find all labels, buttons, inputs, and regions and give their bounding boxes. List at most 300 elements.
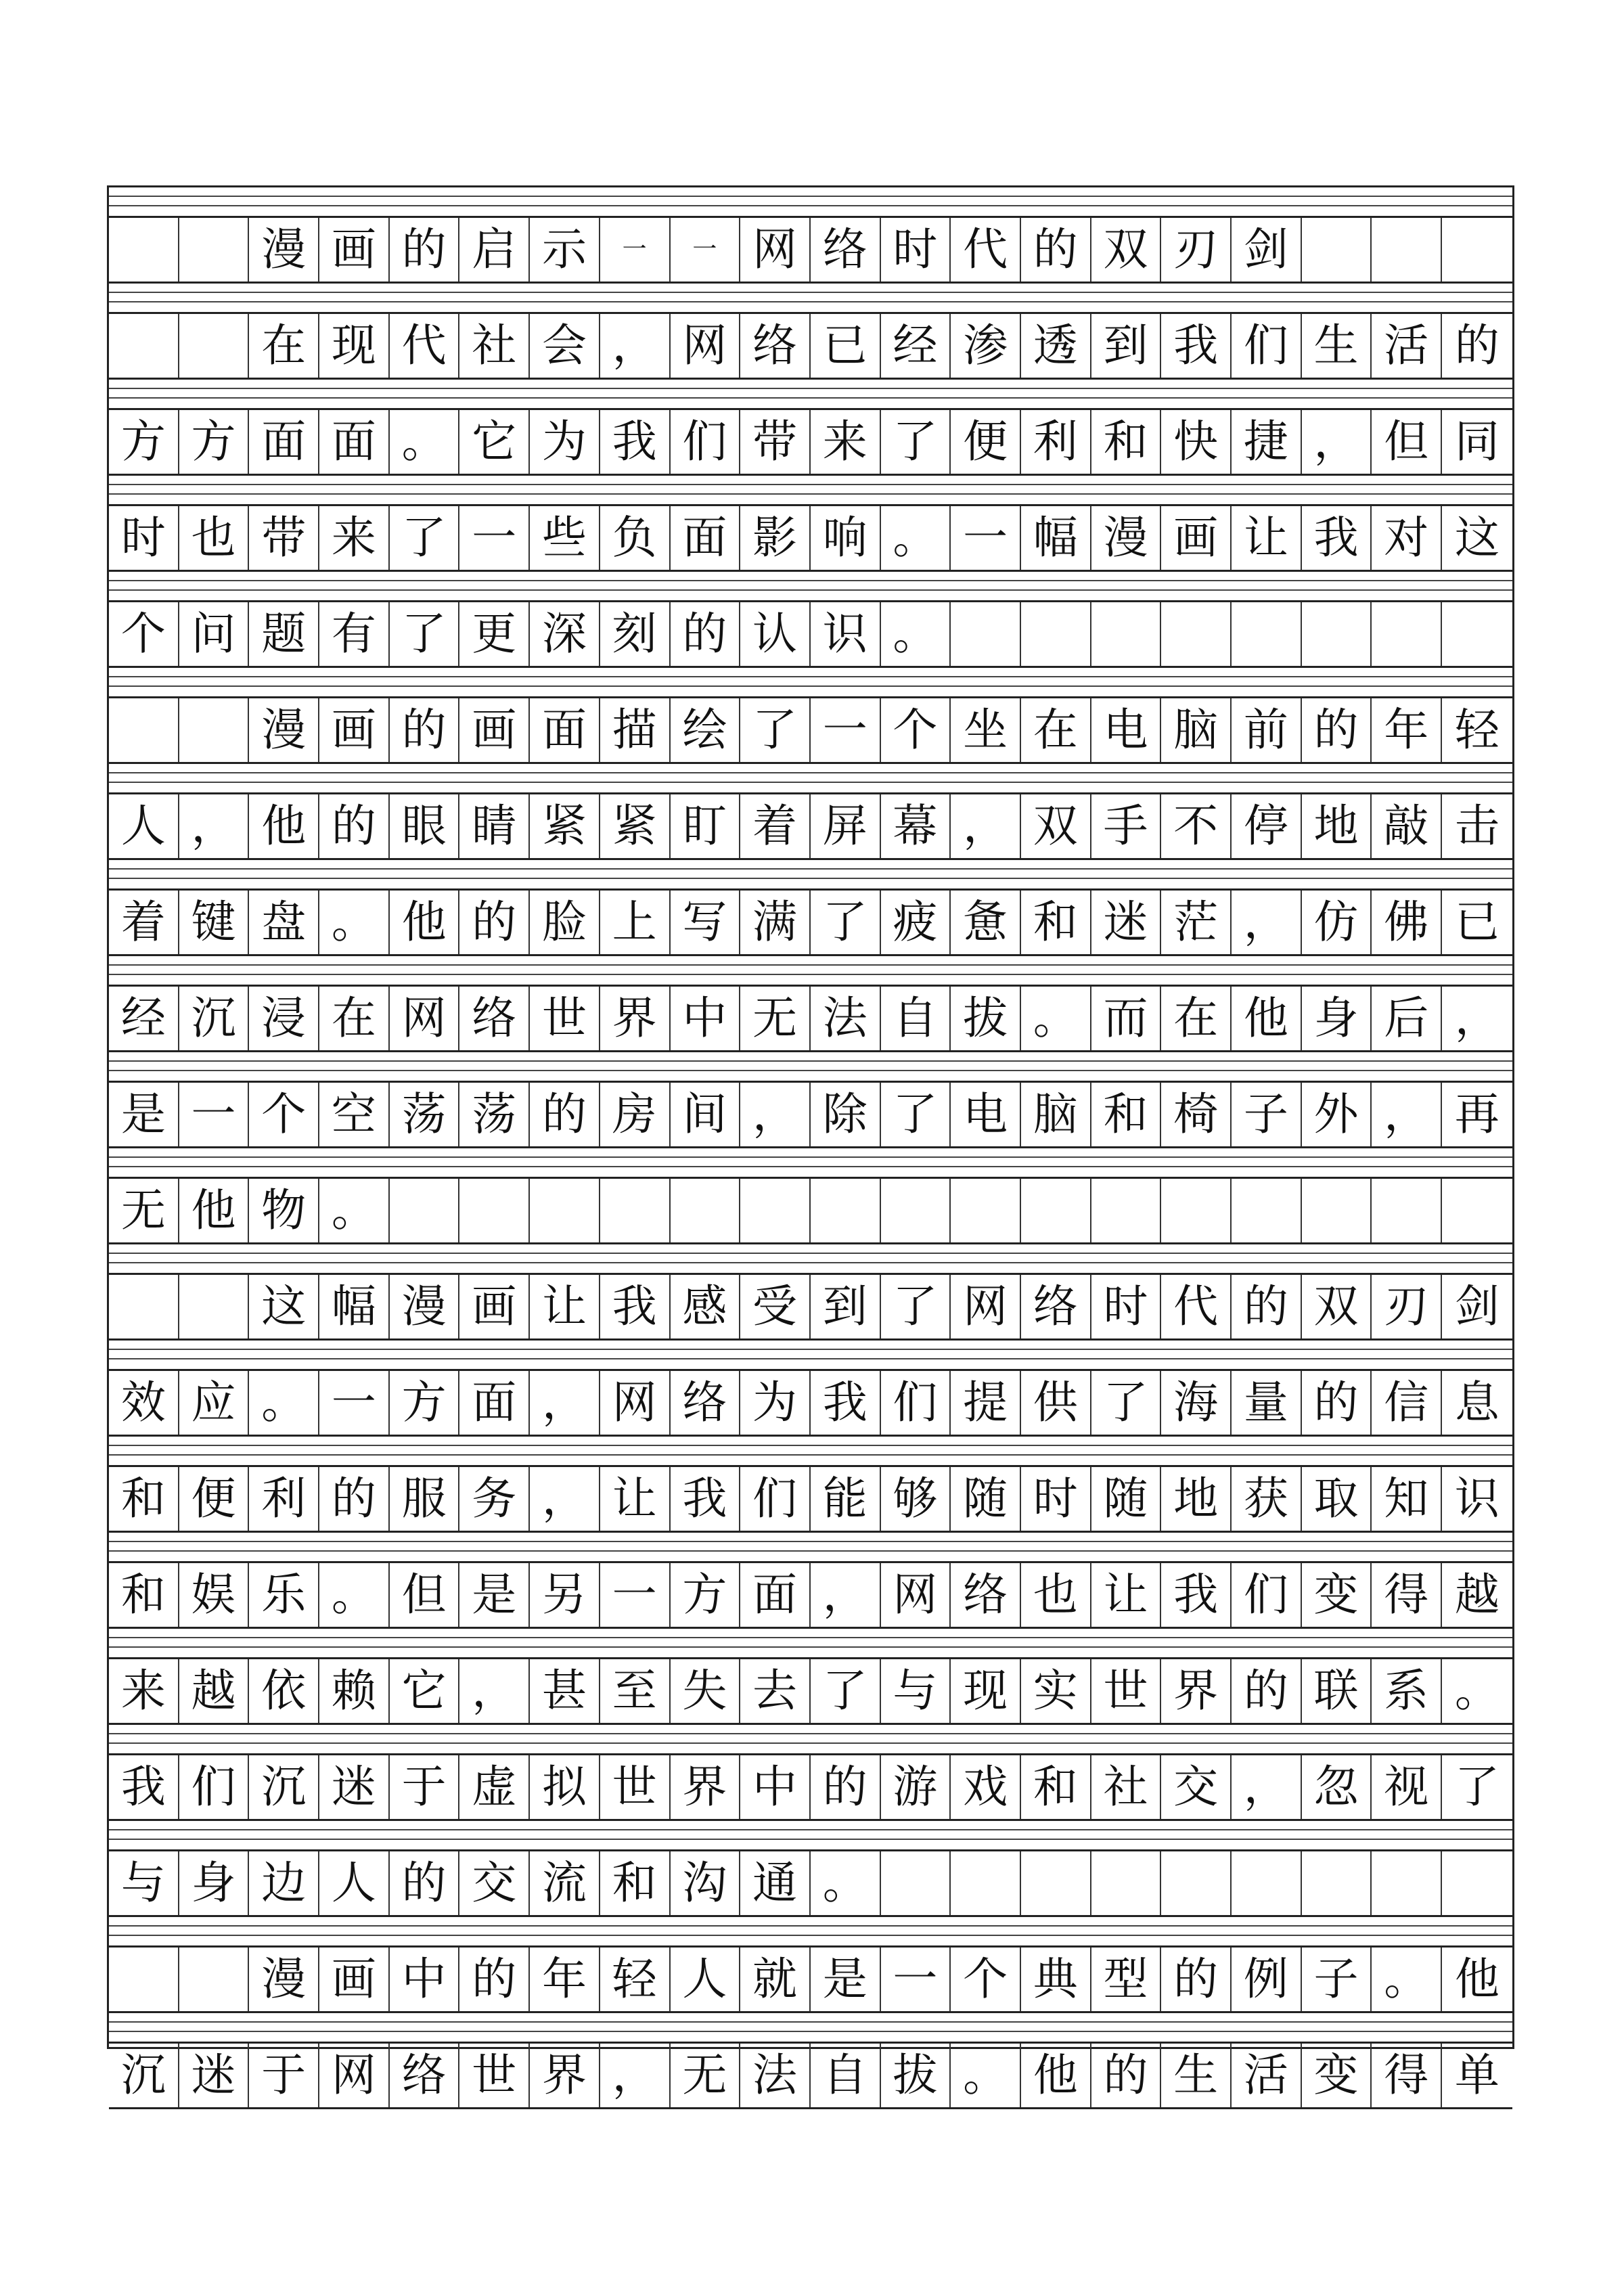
grid-cell: 的 [319, 794, 390, 858]
grid-cell: 带 [249, 506, 319, 570]
grid-cell: 画 [459, 1275, 530, 1338]
grid-cell: 剑 [1454, 1280, 1499, 1332]
row-gap [109, 1725, 1512, 1753]
grid-cell: 同 [1454, 415, 1499, 468]
grid-cell: 来 [319, 506, 390, 570]
grid-cell: 感 [671, 1275, 741, 1338]
row-gap [109, 284, 1512, 312]
manuscript-grid-paper [107, 185, 1514, 2101]
grid-cell: 坐 [951, 698, 1021, 762]
grid-cell: 。 [951, 2044, 1021, 2107]
grid-cell: 仿 [1302, 891, 1372, 954]
grid-cell: 他 [249, 794, 319, 858]
grid-cell: ， [951, 794, 1021, 858]
grid-cell: 响 [811, 506, 881, 570]
grid-cell: 空 [319, 1083, 390, 1146]
grid-cell: 电 [1091, 698, 1162, 762]
grid-cell: 识 [811, 602, 881, 666]
grid-cell: 沉 [179, 987, 250, 1050]
grid-cell: 在 [249, 314, 319, 378]
grid-cell: 这 [1454, 512, 1499, 564]
row-gap [109, 668, 1512, 696]
grid-cell: 得 [1372, 1563, 1442, 1627]
grid-cell: 是 [109, 1083, 179, 1146]
grid-cell: 子 [1232, 1083, 1302, 1146]
grid-cell: 依 [249, 1659, 319, 1723]
text-row [109, 1177, 1512, 1244]
grid-cell: 这 [249, 1275, 319, 1338]
grid-cell: 。 [881, 602, 951, 666]
grid-cell: 捷 [1232, 410, 1302, 474]
grid-cell [1372, 602, 1442, 666]
grid-cell: 他 [1232, 987, 1302, 1050]
grid-cell: 一 [671, 218, 741, 282]
grid-cell: 边 [249, 1851, 319, 1915]
grid-cell: 型 [1091, 1948, 1162, 2011]
grid-cell: 也 [1021, 1563, 1091, 1627]
grid-cell [1302, 218, 1372, 282]
grid-cell [1091, 1851, 1162, 1915]
grid-cell [1161, 1851, 1232, 1915]
grid-cell [1372, 1179, 1442, 1242]
grid-cell: 我 [109, 1755, 179, 1819]
grid-cell: 我 [600, 410, 671, 474]
grid-cell: 中 [671, 987, 741, 1050]
grid-cell: 负 [600, 506, 671, 570]
grid-cell: 界 [1161, 1659, 1232, 1723]
grid-cell [881, 1179, 951, 1242]
grid-cell: 虚 [459, 1755, 530, 1819]
grid-cell: 效 [109, 1371, 179, 1435]
grid-cell: 脑 [1021, 1083, 1091, 1146]
grid-cell: 络 [390, 2044, 460, 2107]
grid-cell: 量 [1232, 1371, 1302, 1435]
grid-cell: 活 [1372, 314, 1442, 378]
grid-cell: 们 [179, 1755, 250, 1819]
grid-cell: 。 [249, 1371, 319, 1435]
grid-cell: 紧 [600, 794, 671, 858]
grid-cell: 的 [1302, 698, 1372, 762]
grid-cell: 们 [881, 1371, 951, 1435]
grid-cell: 失 [671, 1659, 741, 1723]
grid-cell: 我 [1302, 506, 1372, 570]
grid-cell: 幅 [319, 1275, 390, 1338]
grid-cell: 面 [249, 410, 319, 474]
grid-cell: ， [1232, 891, 1302, 954]
grid-cell: 是 [811, 1948, 881, 2011]
grid-cell: 和 [1091, 410, 1162, 474]
grid-cell [1091, 602, 1162, 666]
grid-cell: 戏 [951, 1755, 1021, 1819]
grid-cell: 了 [881, 410, 951, 474]
grid-cell: 剑 [1232, 218, 1302, 282]
grid-cell: 现 [319, 314, 390, 378]
grid-cell: 我 [600, 1275, 671, 1338]
grid-cell: 。 [319, 1563, 390, 1627]
grid-cell: 甚 [530, 1659, 600, 1723]
grid-cell: 了 [811, 891, 881, 954]
grid-cell: 问 [179, 602, 250, 666]
grid-cell: 与 [881, 1659, 951, 1723]
grid-cell [109, 698, 179, 762]
grid-cell: 渗 [951, 314, 1021, 378]
grid-cell: 一 [179, 1083, 250, 1146]
row-gap [109, 476, 1512, 504]
text-row [109, 504, 1512, 572]
grid-cell: 身 [1302, 987, 1372, 1050]
grid-cell: 沟 [671, 1851, 741, 1915]
grid-cell: 去 [740, 1659, 811, 1723]
grid-cell: 漫 [249, 698, 319, 762]
grid-cell: 一 [600, 1563, 671, 1627]
grid-cell: 了 [390, 602, 460, 666]
grid-cell: 络 [951, 1563, 1021, 1627]
grid-cell: 络 [740, 314, 811, 378]
grid-cell: 让 [600, 1467, 671, 1531]
grid-cell: 的 [1232, 1275, 1302, 1338]
grid-cell: 自 [811, 2044, 881, 2107]
grid-cell: 上 [600, 891, 671, 954]
grid-cell: 沉 [249, 1755, 319, 1819]
grid-cell: 现 [951, 1659, 1021, 1723]
grid-cell: 。 [811, 1851, 881, 1915]
grid-cell: 网 [390, 987, 460, 1050]
text-row [109, 312, 1512, 380]
grid-cell: 单 [1454, 2049, 1499, 2101]
grid-cell: 迷 [179, 2044, 250, 2107]
grid-cell: 世 [459, 2044, 530, 2107]
grid-cell: 也 [179, 506, 250, 570]
grid-cell: 和 [109, 1467, 179, 1531]
text-row [109, 696, 1512, 764]
grid-cell [1442, 218, 1512, 282]
grid-cell: 网 [319, 2044, 390, 2107]
grid-cell [811, 1179, 881, 1242]
grid-cell: 对 [1372, 506, 1442, 570]
grid-cell: 无 [109, 1179, 179, 1242]
grid-cell: 击 [1454, 800, 1499, 852]
row-gap [109, 1533, 1512, 1561]
grid-cell: 经 [881, 314, 951, 378]
grid-cell: 网 [740, 218, 811, 282]
grid-cell: 乐 [249, 1563, 319, 1627]
grid-cell: 界 [600, 987, 671, 1050]
grid-cell: ， [1302, 410, 1372, 474]
grid-cell: 们 [1232, 314, 1302, 378]
grid-cell: 视 [1372, 1755, 1442, 1819]
grid-cell: 佛 [1372, 891, 1442, 954]
grid-cell: 络 [811, 218, 881, 282]
grid-cell [951, 1179, 1021, 1242]
grid-cell: 社 [459, 314, 530, 378]
grid-cell [1302, 1179, 1372, 1242]
grid-cell: 荡 [459, 1083, 530, 1146]
grid-cell: 受 [740, 1275, 811, 1338]
grid-cell [881, 1851, 951, 1915]
grid-cell: 获 [1232, 1467, 1302, 1531]
grid-cell: 画 [459, 698, 530, 762]
grid-cell: 中 [390, 1948, 460, 2011]
grid-cell: 越 [1454, 1569, 1499, 1621]
grid-cell: 外 [1302, 1083, 1372, 1146]
grid-cell: 通 [740, 1851, 811, 1915]
grid-cell: 画 [319, 698, 390, 762]
grid-cell: 拔 [951, 987, 1021, 1050]
grid-cell: 地 [1161, 1467, 1232, 1531]
grid-cell: 与 [109, 1851, 179, 1915]
grid-cell: 但 [390, 1563, 460, 1627]
grid-cell [1442, 602, 1512, 666]
grid-cell: 网 [881, 1563, 951, 1627]
grid-cell: 的 [459, 891, 530, 954]
grid-cell: 游 [881, 1755, 951, 1819]
grid-cell: 荡 [390, 1083, 460, 1146]
grid-cell: 利 [1021, 410, 1091, 474]
grid-cell: 电 [951, 1083, 1021, 1146]
grid-cell: 画 [1161, 506, 1232, 570]
grid-cell: 双 [1091, 218, 1162, 282]
grid-cell: 一 [459, 506, 530, 570]
grid-cell: 的 [1021, 218, 1091, 282]
grid-cell: ， [600, 314, 671, 378]
grid-cell: 中 [740, 1755, 811, 1819]
grid-cell: 联 [1302, 1659, 1372, 1723]
grid-cell: 代 [390, 314, 460, 378]
grid-cell: 拔 [881, 2044, 951, 2107]
grid-cell: ， [1454, 992, 1499, 1044]
grid-cell: 在 [319, 987, 390, 1050]
grid-cell: 交 [459, 1851, 530, 1915]
grid-cell: 个 [951, 1948, 1021, 2011]
grid-cell: 了 [1091, 1371, 1162, 1435]
grid-cell: 。 [1372, 1948, 1442, 2011]
grid-cell: 地 [1302, 794, 1372, 858]
grid-cell: 更 [459, 602, 530, 666]
grid-cell: ， [179, 794, 250, 858]
grid-cell: 忽 [1302, 1755, 1372, 1819]
grid-cell: 前 [1232, 698, 1302, 762]
grid-cell: 除 [811, 1083, 881, 1146]
grid-cell: 。 [319, 891, 390, 954]
grid-cell: 但 [1372, 410, 1442, 474]
row-gap [109, 1437, 1512, 1465]
grid-cell: 我 [811, 1371, 881, 1435]
grid-cell: ， [1232, 1755, 1302, 1819]
grid-cell [390, 1179, 460, 1242]
grid-cell: 他 [1454, 1953, 1499, 2005]
grid-cell: 界 [671, 1755, 741, 1819]
grid-cell: 影 [740, 506, 811, 570]
grid-cell: 的 [390, 218, 460, 282]
grid-cell: 娱 [179, 1563, 250, 1627]
grid-cell: 漫 [249, 218, 319, 282]
grid-cell: 已 [1454, 896, 1499, 948]
grid-cell [179, 314, 250, 378]
grid-cell: 刻 [600, 602, 671, 666]
grid-cell: 惫 [951, 891, 1021, 954]
grid-cell: 面 [671, 506, 741, 570]
grid-cell: 身 [179, 1851, 250, 1915]
grid-cell [1232, 1851, 1302, 1915]
grid-cell: 和 [1091, 1083, 1162, 1146]
grid-cell: 示 [530, 218, 600, 282]
grid-cell: 了 [811, 1659, 881, 1723]
grid-cell: 的 [811, 1755, 881, 1819]
grid-cell: 们 [671, 410, 741, 474]
grid-cell: 方 [390, 1371, 460, 1435]
grid-cell: 的 [530, 1083, 600, 1146]
grid-cell: 我 [1161, 314, 1232, 378]
text-row [109, 1561, 1512, 1629]
grid-cell: 世 [600, 1755, 671, 1819]
grid-cell: 了 [881, 1275, 951, 1338]
grid-cell: ， [459, 1659, 530, 1723]
grid-cell: 另 [530, 1563, 600, 1627]
grid-cell [109, 314, 179, 378]
grid-cell: 时 [1021, 1467, 1091, 1531]
grid-cell: 了 [740, 698, 811, 762]
grid-cell: 画 [319, 218, 390, 282]
grid-cell: 供 [1021, 1371, 1091, 1435]
grid-cell: 便 [951, 410, 1021, 474]
grid-cell: 着 [109, 891, 179, 954]
grid-cell: 人 [109, 794, 179, 858]
grid-cell: 的 [671, 602, 741, 666]
grid-cell: 疲 [881, 891, 951, 954]
grid-cell: 便 [179, 1467, 250, 1531]
grid-cell: 轻 [600, 1948, 671, 2011]
grid-cell: 方 [109, 410, 179, 474]
grid-cell: 了 [1454, 1761, 1499, 1813]
grid-cell: 它 [390, 1659, 460, 1723]
grid-cell: 法 [740, 2044, 811, 2107]
grid-cell: 眼 [390, 794, 460, 858]
grid-cell: 和 [1021, 891, 1091, 954]
grid-cell: 在 [1161, 987, 1232, 1050]
grid-cell: 时 [109, 506, 179, 570]
grid-cell: 赖 [319, 1659, 390, 1723]
grid-cell: 来 [811, 410, 881, 474]
grid-cell: 间 [671, 1083, 741, 1146]
grid-cell: 为 [530, 410, 600, 474]
grid-cell: 网 [600, 1371, 671, 1435]
grid-cell: 绘 [671, 698, 741, 762]
text-row [109, 1273, 1512, 1341]
grid-cell: 人 [319, 1851, 390, 1915]
grid-cell: 会 [530, 314, 600, 378]
text-row [109, 1849, 1512, 1917]
grid-cell: 随 [1091, 1467, 1162, 1531]
text-row [109, 1369, 1512, 1437]
grid-cell: 有 [319, 602, 390, 666]
grid-cell: 网 [951, 1275, 1021, 1338]
grid-cell: 不 [1161, 794, 1232, 858]
row-gap [109, 1917, 1512, 1945]
grid-cell: 盯 [671, 794, 741, 858]
grid-cell [1021, 1851, 1091, 1915]
text-row [109, 1945, 1512, 2013]
grid-cell: 的 [1302, 1371, 1372, 1435]
grid-cell: ， [600, 2044, 671, 2107]
grid-cell [600, 1179, 671, 1242]
grid-cell: 络 [459, 987, 530, 1050]
grid-cell: 浸 [249, 987, 319, 1050]
grid-cell: 轻 [1454, 704, 1499, 756]
grid-cell: 能 [811, 1467, 881, 1531]
grid-cell: 而 [1091, 987, 1162, 1050]
grid-cell: 生 [1302, 314, 1372, 378]
grid-cell: 一 [881, 1948, 951, 2011]
grid-cell: 幕 [881, 794, 951, 858]
grid-cell: 个 [881, 698, 951, 762]
grid-cell [951, 1851, 1021, 1915]
grid-cell: 描 [600, 698, 671, 762]
row-gap [109, 1341, 1512, 1369]
row-gap [109, 380, 1512, 408]
grid-cell: 系 [1372, 1659, 1442, 1723]
grid-cell: 来 [109, 1659, 179, 1723]
text-row [109, 2042, 1512, 2109]
grid-cell: 够 [881, 1467, 951, 1531]
grid-cell: 变 [1302, 2044, 1372, 2107]
grid-cell: 一 [951, 506, 1021, 570]
text-row [109, 1657, 1512, 1725]
grid-cell: 双 [1021, 794, 1091, 858]
grid-cell: 迷 [1091, 891, 1162, 954]
text-row [109, 1465, 1512, 1533]
grid-cell: 无 [671, 2044, 741, 2107]
grid-cell: 的 [1454, 319, 1499, 372]
grid-cell: 刃 [1372, 1275, 1442, 1338]
grid-cell: ， [1372, 1083, 1442, 1146]
text-row [109, 408, 1512, 476]
grid-cell: 世 [530, 987, 600, 1050]
grid-cell: 一 [811, 698, 881, 762]
grid-cell: 一 [600, 218, 671, 282]
grid-cell: 服 [390, 1467, 460, 1531]
grid-cell [1232, 1179, 1302, 1242]
grid-cell: 利 [249, 1467, 319, 1531]
grid-cell: 。 [881, 506, 951, 570]
row-gap [109, 956, 1512, 985]
grid-cell: 它 [459, 410, 530, 474]
grid-cell: 应 [179, 1371, 250, 1435]
grid-cell: 人 [671, 1948, 741, 2011]
grid-cell: 沉 [109, 2044, 179, 2107]
grid-cell: 面 [319, 410, 390, 474]
grid-cell: 的 [319, 1467, 390, 1531]
title-row [109, 216, 1512, 284]
grid-cell: 法 [811, 987, 881, 1050]
grid-cell: 脸 [530, 891, 600, 954]
row-gap [109, 1244, 1512, 1273]
grid-cell: 经 [109, 987, 179, 1050]
grid-cell: 认 [740, 602, 811, 666]
grid-cell: 生 [1161, 2044, 1232, 2107]
grid-cell: ， [811, 1563, 881, 1627]
grid-cell [1021, 602, 1091, 666]
grid-cell: 他 [179, 1179, 250, 1242]
grid-cell: 再 [1454, 1088, 1499, 1140]
grid-cell: 带 [740, 410, 811, 474]
grid-cell: 。 [390, 410, 460, 474]
grid-cell: 和 [1021, 1755, 1091, 1819]
grid-cell: 流 [530, 1851, 600, 1915]
grid-cell: 于 [249, 2044, 319, 2107]
grid-cell: 的 [390, 1851, 460, 1915]
grid-cell [109, 1948, 179, 2011]
grid-cell: 键 [179, 891, 250, 954]
